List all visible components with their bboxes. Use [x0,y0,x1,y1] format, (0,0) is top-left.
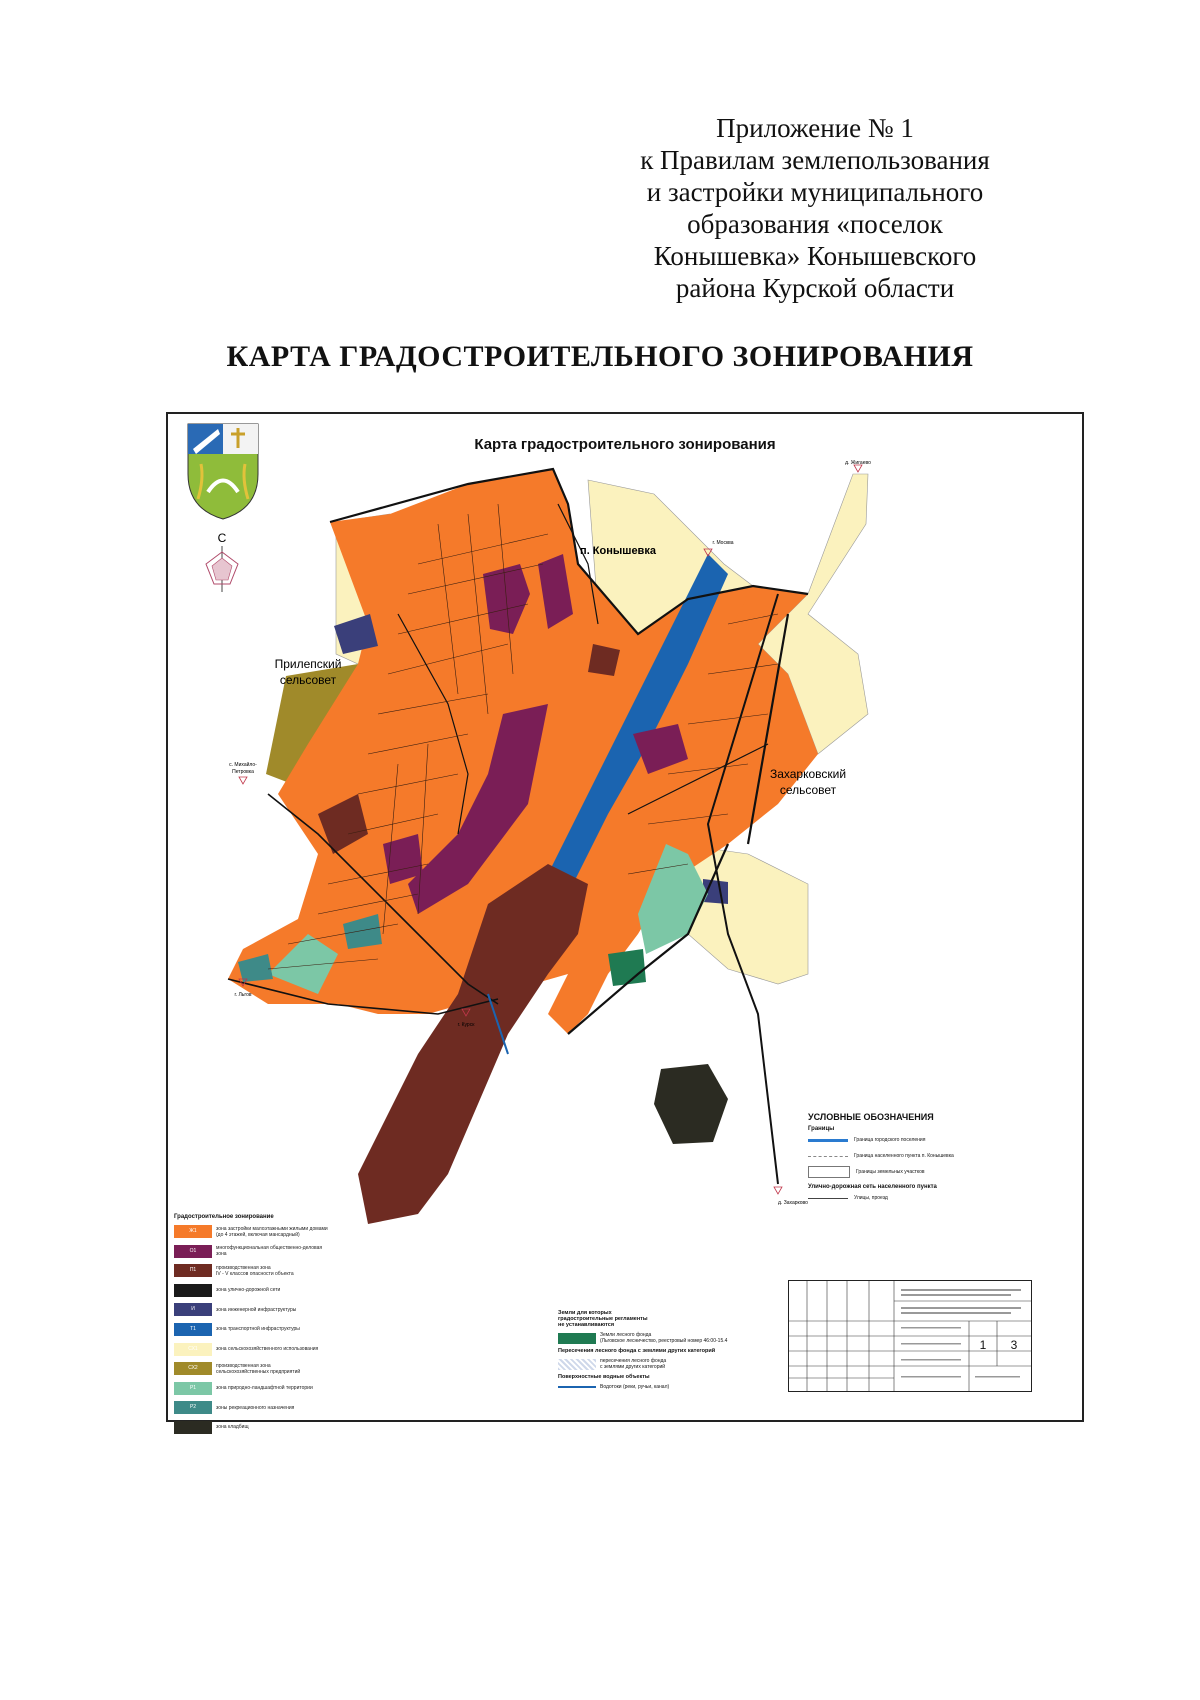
direction-lgov: г. Льгов [234,992,252,998]
direction-mikhailo-petrovka-1: с. Михайло- [229,762,257,768]
zone-description-line: зона природно-ландшафтной территории [216,1385,313,1392]
north-arrow-icon [206,531,238,592]
appendix-line: Приложение № 1 [716,113,914,143]
border-row-settlement [808,1148,1008,1164]
water-legend-row [558,1384,778,1390]
zakharkovsky-label-line2: сельсовет [779,783,837,797]
borders-header: Границы [808,1126,835,1132]
water-text: Водотоки (реки, ручьи, канал) [600,1384,670,1390]
zone-swatch: П1 [174,1264,212,1277]
zone-description [216,1307,296,1313]
appendix-header [555,112,1075,304]
north-label: С [217,531,227,545]
zakharkovsky-label-line1: Захарковский [769,767,847,781]
water-swatch [558,1386,596,1388]
zone-swatch: И [174,1303,212,1316]
zone-description [216,1405,294,1411]
direction-zhigaevo: д. Жигаево [845,460,871,466]
zoning-legend-item [174,1263,399,1278]
zone-description-line: зона кладбищ [216,1424,249,1431]
appendix-line: района Курской области [675,273,955,303]
zone-description-line: зоны рекреационного назначения [216,1404,295,1411]
prilepsky-label-line2: сельсовет [279,673,337,687]
zone-swatch: О1 [174,1245,212,1258]
zone-description [216,1424,249,1430]
zoning-legend-header: Градостроительное зонирование [174,1214,274,1220]
road-row [808,1190,1008,1206]
direction-marker [774,1187,808,1206]
border-row-parcels [808,1164,1008,1180]
intersection-swatch [558,1359,596,1370]
intersection-text: с землями других категорий [600,1364,666,1370]
zone-swatch: СХ2 [174,1362,212,1375]
cemetery-zone [654,1064,728,1144]
appendix-line: к Правилам землепользования [640,145,990,175]
lands-header-line: не устанавливаются [558,1322,615,1328]
zone-description-line: зона транспортной инфраструктуры [216,1326,300,1333]
city-border-line [808,1139,848,1142]
parcel-border-text: Границы земельных участков [856,1169,925,1175]
intersection-header: Пересечения лесного фонда с землями других категорий [558,1348,716,1354]
zone-swatch [174,1421,212,1434]
forest-text: (Льговское лесничество, реестровый номер 46:00-15.4 [600,1338,728,1344]
zoning-legend-item [174,1400,399,1415]
coat-of-arms-icon [188,424,258,519]
prilepsky-label-line1: Прилепский [274,657,342,671]
zone-description [216,1346,318,1352]
zone-swatch [174,1284,212,1297]
zone-description-line: зона застройки малоэтажными жилыми домами [216,1225,328,1232]
water-header: Поверхностные водные объекты [558,1374,650,1380]
roads-header: Улично-дорожная сеть населенного пункта [808,1184,937,1190]
zone-description-line: зона сельскохозяйственного использования [216,1346,319,1353]
zoning-legend-item [174,1302,399,1317]
map-title: Карта градостроительного зонирования [474,436,776,453]
forest-legend-row [558,1332,778,1344]
lands-header-line: Земли для которых [558,1310,612,1316]
lands-legend [558,1307,778,1394]
forest-zone [608,949,646,986]
zoning-legend-item [174,1361,399,1376]
zoning-legend-item [174,1420,399,1435]
appendix-line: Конышевка» Конышевского [653,241,977,271]
title-block [788,1280,1032,1392]
zone-description-line: IV - V классов опасности объекта [216,1270,294,1277]
sheet-count: 3 [1010,1338,1018,1352]
zone-swatch: Р1 [174,1382,212,1395]
settlement-border-line [808,1156,848,1157]
direction-zakharkovo: д. Захарково [778,1200,808,1206]
zone-description [216,1326,300,1332]
zone-swatch: Р2 [174,1401,212,1414]
zoning-legend-item [174,1342,399,1357]
settlement-label: п. Конышевка [580,545,656,557]
road-line [808,1198,848,1199]
city-border-text: Граница городского поселения [854,1137,926,1143]
zoning-legend-item [174,1244,399,1259]
intersection-text: пересечения лесного фонда [600,1358,667,1364]
zoning-legend [174,1214,399,1440]
zone-description-line: производственная зона [216,1362,271,1369]
zone-description [216,1245,322,1257]
appendix-line: и застройки муниципального [646,177,984,207]
direction-marker [845,460,871,472]
zone-swatch: СХ1 [174,1343,212,1356]
settlement-border-text: Граница населенного пункта п. Конышевка [854,1153,954,1159]
zoning-legend-item [174,1322,399,1337]
intersection-legend-row [558,1358,778,1370]
zone-description-line: зона улично-дорожной сети [216,1287,281,1294]
sheet-number: 1 [979,1338,987,1352]
direction-marker [229,761,257,784]
symbols-legend-header: УСЛОВНЫЕ ОБОЗНАЧЕНИЯ [808,1112,934,1122]
zone-description-line: сельскохозяйственных предприятий [216,1368,301,1375]
parcel-border-swatch [808,1166,850,1178]
zone-description-line: многофункциональная общественно-деловая [216,1245,323,1252]
zoning-legend-item [174,1224,399,1239]
zone-swatch: Ж1 [174,1225,212,1238]
direction-kursk: г. Курск [457,1022,475,1028]
zone-description-line: зона [216,1251,227,1258]
lands-legend-header [558,1310,778,1328]
symbols-legend [808,1112,1008,1206]
zoning-legend-item [174,1283,399,1298]
document-title: КАРТА ГРАДОСТРОИТЕЛЬНОГО ЗОНИРОВАНИЯ [226,340,974,373]
zone-description-line: зона инженерной инфраструктуры [216,1306,297,1313]
direction-mikhailo-petrovka-2: Петровка [232,769,254,775]
zone-description [216,1226,328,1238]
zone-description [216,1265,294,1277]
forest-text: Земли лесного фонда [600,1332,652,1338]
forest-swatch [558,1333,596,1344]
zone-swatch: Т1 [174,1323,212,1336]
map-sheet [166,412,1084,1431]
zone-description [216,1363,300,1375]
zone-description-line: (до 4 этажей, включая мансардный) [216,1231,300,1238]
road-text: Улицы, проезд [854,1195,888,1201]
title-block-grid [789,1281,1031,1391]
zone-description [216,1287,280,1293]
zone-description-line: производственная зона [216,1264,271,1271]
border-row-city [808,1132,1008,1148]
zone-description [216,1385,313,1391]
lands-header-line: градостроительные регламенты [558,1316,648,1322]
appendix-line: образования «поселок [687,209,943,239]
zoning-legend-item [174,1381,399,1396]
direction-moskva: г. Москва [712,540,734,546]
